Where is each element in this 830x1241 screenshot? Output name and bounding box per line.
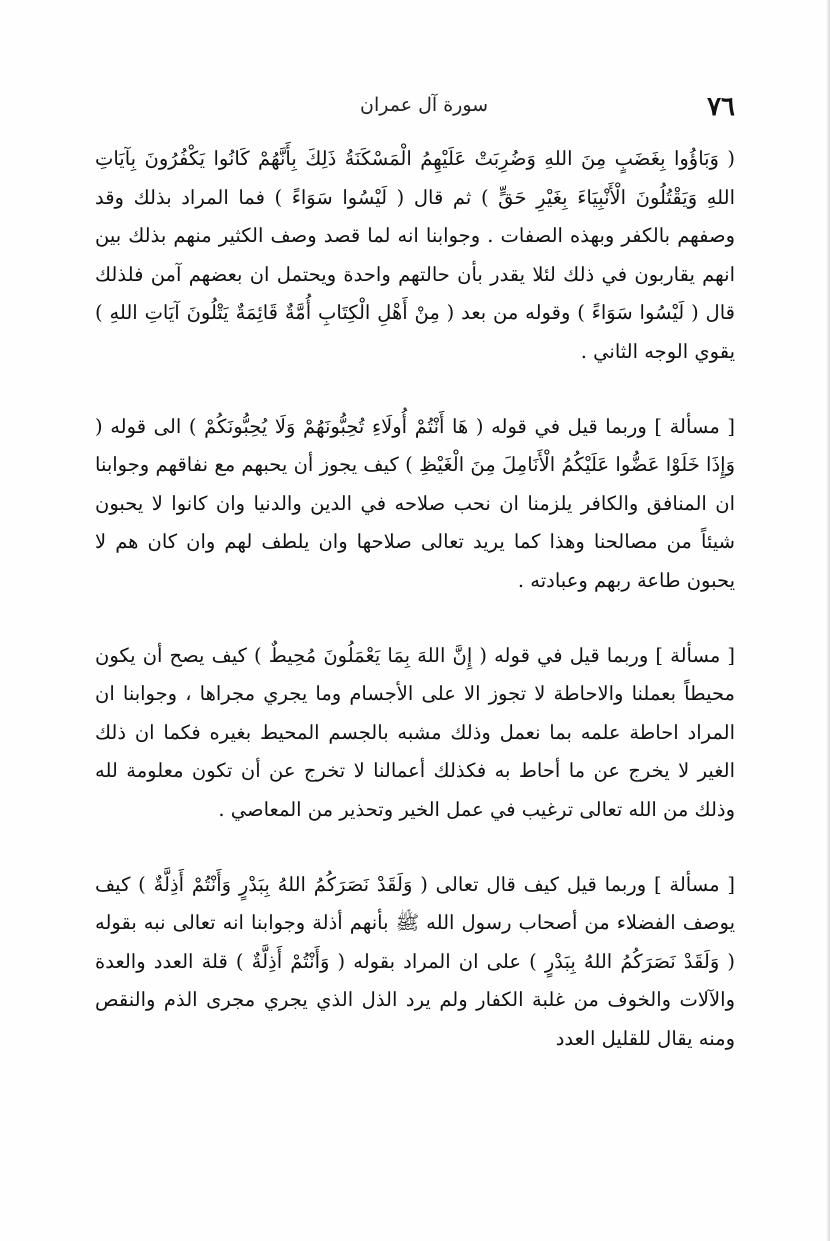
paragraph-masala-1 [95,408,735,601]
page-header [90,88,735,128]
paragraph-text: وربما قيل في قوله ( إِنَّ اللهَ بِمَا يَعْمَلُونَ مُحِيطٌ ) كيف يصح أن يكون محيطاً بعملنا والاحاطة لا تجوز الا على الأجسام وما يجري مجراها ، وجوابنا ان المراد احاطة علمه بما نعمل وذلك مشبه بالجسم المحيط بغيره فكما ان ذلك الغير لا يخرج عن ما أحاط به فكذلك أعمالنا لا تخرج عن أن تكون معلومة لله وذلك من الله تعالى ترغيب في عمل الخير وتحذير من المعاصي . [95,643,735,821]
body-text [95,140,735,1058]
page-edge-shadow [826,0,830,1241]
paragraph-masala-3 [95,866,735,1059]
paragraph-text: وربما قيل كيف قال تعالى ( وَلَقَدْ نَصَرَكُمُ اللهُ بِبَدْرٍ وَأَنْتُمْ أَذِلَّةٌ ) كيف يوصف الفضلاء من أصحاب رسول الله ﷺ بأنهم أذلة وجوابنا انه تعالى نبه بقوله ( وَلَقَدْ نَصَرَكُمُ اللهُ بِبَدْرٍ ) على ان المراد بقوله ( وَأَنْتُمْ أَذِلَّةٌ ) قلة العدد والعدة والآلات والخوف من غلبة الكفار ولم يرد الذل الذي يجري مجرى الذم والنقص ومنه يقال للقليل العدد [95,872,735,1050]
paragraph-text: وربما قيل في قوله ( هَا أَنْتُمْ أُولَاءِ تُحِبُّونَهُمْ وَلَا يُحِبُّونَكُمْ ) الى قوله ( وَإِذَا خَلَوْا عَضُّوا عَلَيْكُمُ الْأَنَامِلَ مِنَ الْغَيْظِ ) كيف يجوز أن يحبهم مع نفاقهم وجوابنا ان المنافق والكافر يلزمنا ان نحب صلاحه في الدين والدنيا وان كانوا لا يحبون شيئاً من مصالحنا وهذا كما يريد تعالى صلاحها وان يلطف لهم وان كان هم لا يحبون طاعة ربهم وعبادته . [95,414,735,592]
page-number: ٧٦ [707,92,735,122]
paragraph-intro [95,140,735,372]
paragraph-masala-2 [95,637,735,830]
paragraph-text: ( وَبَاؤُوا بِغَضَبٍ مِنَ اللهِ وَضُرِبَتْ عَلَيْهِمُ الْمَسْكَنَةُ ذَلِكَ بِأَنَّهُمْ كَانُوا يَكْفُرُونَ بِآيَاتِ اللهِ وَيَقْتُلُونَ الْأَنْبِيَاءَ بِغَيْرِ حَقٍّ ) ثم قال ( لَيْسُوا سَوَاءً ) فما المراد بذلك وقد وصفهم بالكفر وبهذه الصفات . وجوابنا انه لما قصد وصف الكثير منهم بذلك بين انهم يقاربون في ذلك لئلا يقدر بأن حالتهم واحدة ويحتمل ان بعضهم آمن فلذلك قال ( لَيْسُوا سَوَاءً ) وقوله من بعد ( مِنْ أَهْلِ الْكِتَابِ أُمَّةٌ قَائِمَةٌ يَتْلُونَ آيَاتِ اللهِ ) يقوي الوجه الثاني . [95,147,735,363]
running-title: سورة آل عمران [360,94,489,116]
masala-label: [ مسألة ] [654,414,735,438]
masala-label: [ مسألة ] [655,643,736,667]
masala-label: [ مسألة ] [653,872,735,896]
